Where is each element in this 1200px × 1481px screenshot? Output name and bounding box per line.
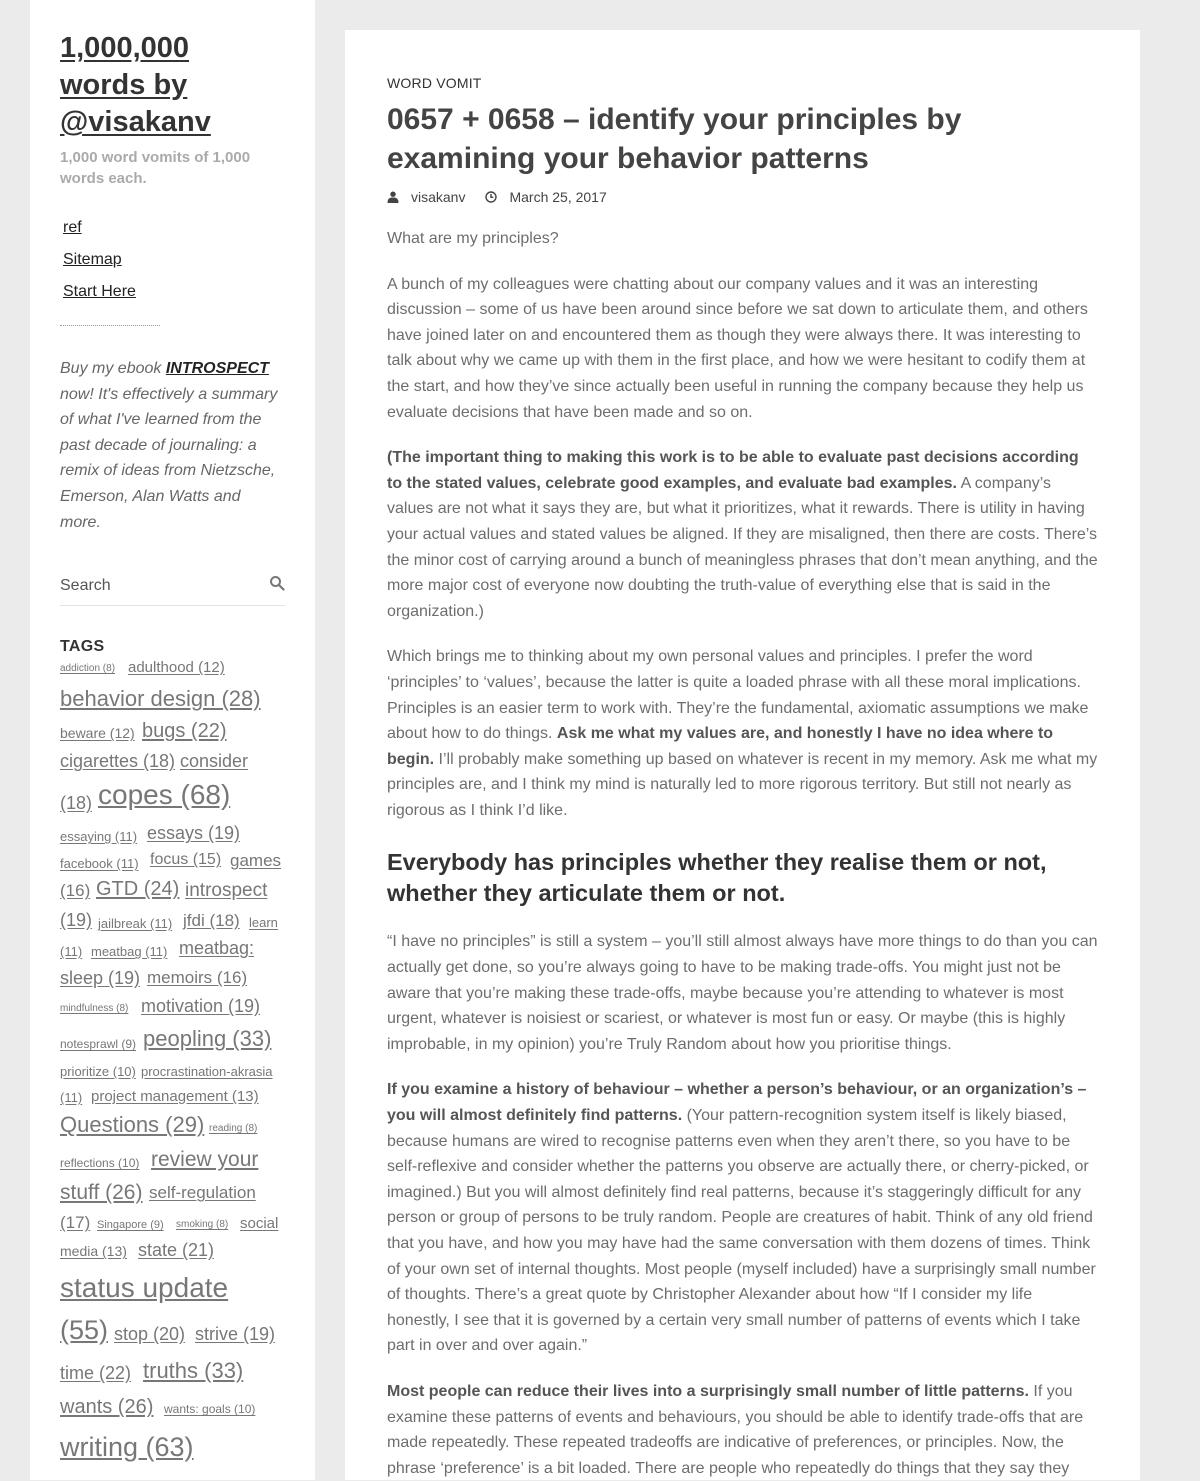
tag-link[interactable]: writing (63) xyxy=(60,1432,194,1463)
search-input[interactable]: Search xyxy=(60,577,111,595)
tag-link[interactable]: smoking (8) xyxy=(176,1219,229,1231)
tag-link[interactable]: wants: goals (10) xyxy=(164,1402,256,1417)
post-date[interactable]: March 25, 2017 xyxy=(509,189,607,205)
ebook-promo xyxy=(60,356,285,535)
nav-item-start-here xyxy=(63,281,285,303)
sidebar xyxy=(30,0,315,1480)
tag-link[interactable]: meatbag (11) xyxy=(91,944,168,960)
nav-link-ref[interactable]: ref xyxy=(63,219,82,236)
tag-link[interactable]: essays (19) xyxy=(147,823,241,844)
bold-text: Ask me what my values are, and honestly I have no idea where to begin. xyxy=(387,725,1054,768)
paragraph: “I have no principles” is still a system – you’ll still almost always have more things to do than you can actually get done, so you’re always going to have to be making trade-offs. You might just not be aware that you’re making these trade-offs, maybe because you’re attending to whatever is most urgent, whatever is noisiest or scariest, or whatever is most fun or easy. Or maybe (this is highly improbable, in my opinion) you’re Truly Random about how you prioritise things. xyxy=(387,933,1098,1053)
tag-link[interactable]: consider xyxy=(180,751,249,772)
post-meta xyxy=(387,187,1098,207)
tag-link[interactable]: time (22) xyxy=(60,1363,132,1384)
tag-link[interactable]: jailbreak (11) xyxy=(98,916,173,932)
tag-link[interactable]: social xyxy=(240,1215,279,1233)
search-icon[interactable] xyxy=(269,575,285,591)
tag-link[interactable]: state (21) xyxy=(138,1240,215,1261)
tag-link[interactable]: cigarettes (18) xyxy=(60,751,176,772)
sidebar-divider xyxy=(60,325,160,326)
tag-link[interactable]: meatbag: xyxy=(179,938,255,959)
tag-link[interactable]: sleep (19) xyxy=(60,968,141,989)
paragraph-text: A company’s values are not what it says they are, but what it prioritizes, what it rewards. There is utility in having your actual values and stated values be aligned. If they are misaligned, then there are costs. There’s the minor cost of carrying around a bunch of meaningless phrases that don’t mean anything, and the more major cost of everyone now doubting the truth-value of everything else that is said in the organization.) xyxy=(387,474,1098,620)
tag-link[interactable]: behavior design (28) xyxy=(60,686,261,712)
tag-link[interactable]: motivation (19) xyxy=(141,996,261,1017)
post-body xyxy=(387,226,1098,1481)
site-description: 1,000 word vomits of 1,000 words each. xyxy=(60,149,251,187)
paragraph: What are my principles? xyxy=(387,230,559,247)
tag-link[interactable]: status update xyxy=(60,1272,229,1304)
tag-link[interactable]: self-regulation xyxy=(149,1183,256,1203)
tag-link[interactable]: stop (20) xyxy=(114,1324,186,1345)
tag-link[interactable]: peopling (33) xyxy=(143,1026,272,1052)
user-icon xyxy=(387,191,399,203)
search-form[interactable] xyxy=(60,575,285,606)
promo-text-before: Buy my ebook xyxy=(60,360,166,377)
nav-item-ref xyxy=(63,217,285,239)
tag-link[interactable]: stuff (26) xyxy=(60,1181,143,1205)
paragraph-text: (Your pattern-recognition system itself is likely biased, because humans are wired to recognise patterns even when they aren’t there, so you have to be self-reflexive and consider whether the patterns you observe are actually there, or cherry-picked, or imagined.) But you will almost definitely find real patterns, because it’s staggeringly difficult for any person or group of persons to be truly random. People are creatures of habit. Think of any old friend that you have, and how you may have had the same conversation with them dozens of times. Think of your own set of internal thoughts. Most people (myself included) have a surprisingly small number of thoughts. There’s a great quote by Christopher Alexander about how “If I consider my life honestly, I see that it is governed by a certain very small number of patterns of events which I take part in over and over again.” xyxy=(387,1107,1096,1355)
section-heading: Everybody has principles whether they realise them or not, whether they articulate them or not. xyxy=(387,849,1047,907)
nav-link-start-here[interactable]: Start Here xyxy=(63,283,136,300)
bold-text: If you examine a history of behaviour – whether a person’s behaviour, or an organization’s – you will almost definitely find patterns. xyxy=(387,1081,1087,1125)
tag-link[interactable]: essaying (11) xyxy=(60,829,138,845)
sidebar-nav xyxy=(63,217,285,303)
tag-link[interactable]: (19) xyxy=(60,910,93,931)
tag-link[interactable]: truths (33) xyxy=(143,1358,244,1384)
tag-link[interactable]: Singapore (9) xyxy=(97,1219,164,1232)
tag-link[interactable]: reflections (10) xyxy=(60,1156,140,1171)
tag-link[interactable]: prioritize (10) xyxy=(60,1064,136,1080)
tag-cloud xyxy=(60,659,290,1474)
tag-link[interactable]: memoirs (16) xyxy=(147,968,248,988)
paragraph xyxy=(387,1077,1098,1359)
tag-link[interactable]: games xyxy=(230,851,282,871)
tag-link[interactable]: (17) xyxy=(60,1213,91,1233)
post-category[interactable]: WORD VOMIT xyxy=(387,75,482,91)
paragraph: A bunch of my colleagues were chatting about our company values and it was an interesting discussion – some of us have been around since before we sat down to articulate them, and others have joined later on and encountered them as though they were always there. It was interesting to talk about why we came up with them in the first place, and how we were hesitant to codify them at the start, and how they’ve since actually been useful in running the company because they help us evaluate decisions that have been made and so on. xyxy=(387,275,1088,421)
promo-text-after: now! It's effectively a summary of what I've learned from the past decade of journaling: a remix of ideas from Nietzsche, Emerson, Alan Watts and more. xyxy=(60,385,278,531)
tag-link[interactable]: adulthood (12) xyxy=(128,659,225,677)
tag-link[interactable]: GTD (24) xyxy=(96,878,180,901)
paragraph xyxy=(387,1379,1098,1481)
tag-link[interactable]: jfdi (18) xyxy=(183,911,240,931)
tag-link[interactable]: beware (12) xyxy=(60,725,135,742)
tag-link[interactable]: review your xyxy=(151,1148,259,1172)
site-title-link[interactable]: 1,000,000 words by @visakanv xyxy=(60,32,211,138)
tag-link[interactable]: strive (19) xyxy=(195,1324,276,1345)
tag-link[interactable]: addiction (8) xyxy=(60,663,116,675)
tag-link[interactable]: procrastination-akrasia xyxy=(141,1064,273,1080)
tag-link[interactable]: copes (68) xyxy=(98,779,231,811)
paragraph xyxy=(387,644,1098,823)
paragraph-text: Which brings me to thinking about my own personal values and principles. I prefer the word ‘principles’ to ‘values’, because the latter is quite a loaded phrase with all these moral implications. Principles is an easier term to work with. They’re the fundamental, axiomatic assumptions we make about how to do things. xyxy=(387,648,1089,743)
bold-text: (The important thing to making this work is to be able to evaluate past decisions according to the stated values, celebrate good examples, and evaluate bad examples. xyxy=(387,449,1079,492)
paragraph xyxy=(387,445,1098,624)
tag-link[interactable]: (11) xyxy=(60,944,83,960)
paragraph-text: If you examine these patterns of events and behaviours, you should be able to identify trade-offs that are made repeatedly. These repeated tradeoffs are indicative of preferences, or principles. Now, the phrase ‘preference’ is a bit loaded. There are people who repeatedly do things that they say they xyxy=(387,1382,1084,1477)
tag-link[interactable]: media (13) xyxy=(60,1243,127,1260)
introspect-link[interactable]: INTROSPECT xyxy=(165,360,269,377)
tag-link[interactable]: (55) xyxy=(60,1315,109,1346)
tag-link[interactable]: notesprawl (9) xyxy=(60,1037,137,1052)
tag-link[interactable]: (18) xyxy=(60,793,93,814)
post-title: 0657 + 0658 – identify your principles by examining your behavior patterns xyxy=(387,103,962,175)
tag-link[interactable]: wants (26) xyxy=(60,1396,154,1419)
tag-link[interactable]: project management (13) xyxy=(91,1088,259,1106)
main-content xyxy=(345,30,1140,1480)
tag-link[interactable]: reading (8) xyxy=(209,1123,258,1135)
paragraph-text: I’ll probably make something up based on whatever is recent in my memory. Ask me what my principles are, and I think my mind is naturally led to more rigorous territory. But still not nearly as rigorous as I think I’d like. xyxy=(387,750,1098,819)
tag-link[interactable]: learn xyxy=(249,915,278,931)
tag-link[interactable]: mindfulness (8) xyxy=(60,1003,129,1015)
tag-link[interactable]: (11) xyxy=(60,1090,83,1106)
tag-link[interactable]: facebook (11) xyxy=(60,856,139,872)
post-author[interactable]: visakanv xyxy=(411,189,466,205)
tag-link[interactable]: Questions (29) xyxy=(60,1112,205,1138)
tag-link[interactable]: focus (15) xyxy=(150,851,222,869)
bold-text: Most people can reduce their lives into a surprisingly small number of little patterns. xyxy=(387,1382,1029,1400)
tags-heading: TAGS xyxy=(60,638,105,656)
tag-link[interactable]: (16) xyxy=(60,881,91,901)
tag-link[interactable]: bugs (22) xyxy=(142,720,227,743)
nav-link-sitemap[interactable]: Sitemap xyxy=(63,251,122,268)
tag-link[interactable]: introspect xyxy=(185,880,268,902)
clock-icon xyxy=(485,191,497,203)
nav-item-sitemap xyxy=(63,249,285,271)
